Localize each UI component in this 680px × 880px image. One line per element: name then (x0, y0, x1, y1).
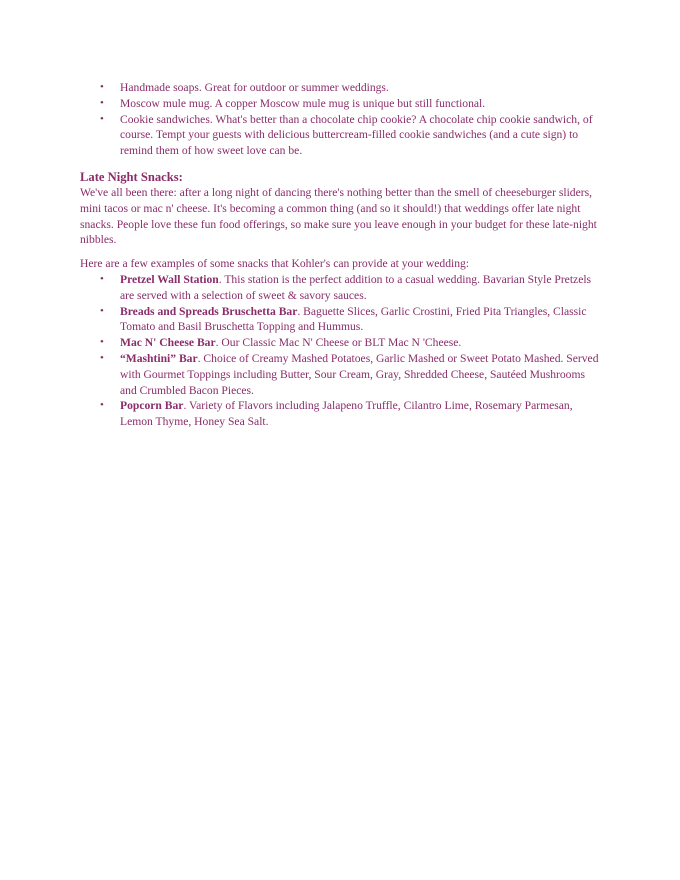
list-item (80, 112, 602, 159)
late-night-paragraph: We've all been there: after a long night of dancing there's nothing better than the smell of cheeseburger sliders, mini tacos or mac n' cheese. It's becoming a common thing (and so it should!) that weddings offer late night snacks. People love these fun food offerings, so make sure you leave enough in your budget for these late-night nibbles. (80, 185, 597, 247)
bullet-icon: • (100, 96, 104, 109)
bullet-icon: • (100, 272, 104, 285)
snacks-list (80, 272, 602, 430)
page-content (80, 80, 602, 430)
favors-list (80, 80, 602, 159)
list-item (80, 351, 602, 398)
late-night-heading: Late Night Snacks: (80, 169, 183, 184)
bullet-icon: • (100, 304, 104, 317)
list-item-text: Handmade soaps. Great for outdoor or summer weddings. (120, 81, 389, 94)
snack-description: . Choice of Creamy Mashed Potatoes, Garlic Mashed or Sweet Potato Mashed. Served with Gourmet Toppings including Butter, Sour Cream, Gray, Shredded Cheese, Sautéed Mushrooms and Crumbled Bacon Pieces. (120, 351, 599, 397)
snacks-intro: Here are a few examples of some snacks that Kohler's can provide at your wedding: (80, 257, 470, 271)
list-item (80, 272, 602, 304)
snack-description: . Our Classic Mac N' Cheese or BLT Mac N 'Cheese. (215, 336, 462, 350)
bullet-icon: • (100, 351, 104, 364)
list-item (80, 335, 602, 351)
list-item (80, 80, 602, 96)
list-item (80, 304, 602, 336)
snack-title: Popcorn Bar (120, 399, 184, 413)
snack-title: “Mashtini” Bar (120, 351, 198, 365)
bullet-icon: • (100, 399, 104, 412)
list-item (80, 398, 602, 430)
snack-title: Breads and Spreads Bruschetta Bar (120, 304, 298, 318)
snack-description: . Variety of Flavors including Jalapeno Truffle, Cilantro Lime, Rosemary Parmesan, Lemon Thyme, Honey Sea Salt. (120, 399, 573, 429)
snack-title: Mac N' Cheese Bar (120, 336, 216, 350)
snack-title: Pretzel Wall Station (120, 272, 219, 286)
snack-description: . Baguette Slices, Garlic Crostini, Fried Pita Triangles, Classic Tomato and Basil Bruschetta Topping and Hummus. (120, 304, 587, 334)
list-item (80, 96, 602, 112)
bullet-icon: • (100, 81, 104, 93)
snack-description: . This station is the perfect addition to a casual wedding. Bavarian Style Pretzels are served with a selection of sweet & savory sauces. (120, 272, 592, 302)
bullet-icon: • (100, 336, 104, 349)
list-item-text: Moscow mule mug. A copper Moscow mule mug is unique but still functional. (120, 96, 486, 110)
bullet-icon: • (100, 112, 104, 125)
list-item-text: Cookie sandwiches. What's better than a chocolate chip cookie? A chocolate chip cookie sandwich, of course. Tempt your guests with delicious buttercream-filled cookie sandwiches (and a cute sign) to remind them of how sweet love can be. (120, 112, 593, 158)
